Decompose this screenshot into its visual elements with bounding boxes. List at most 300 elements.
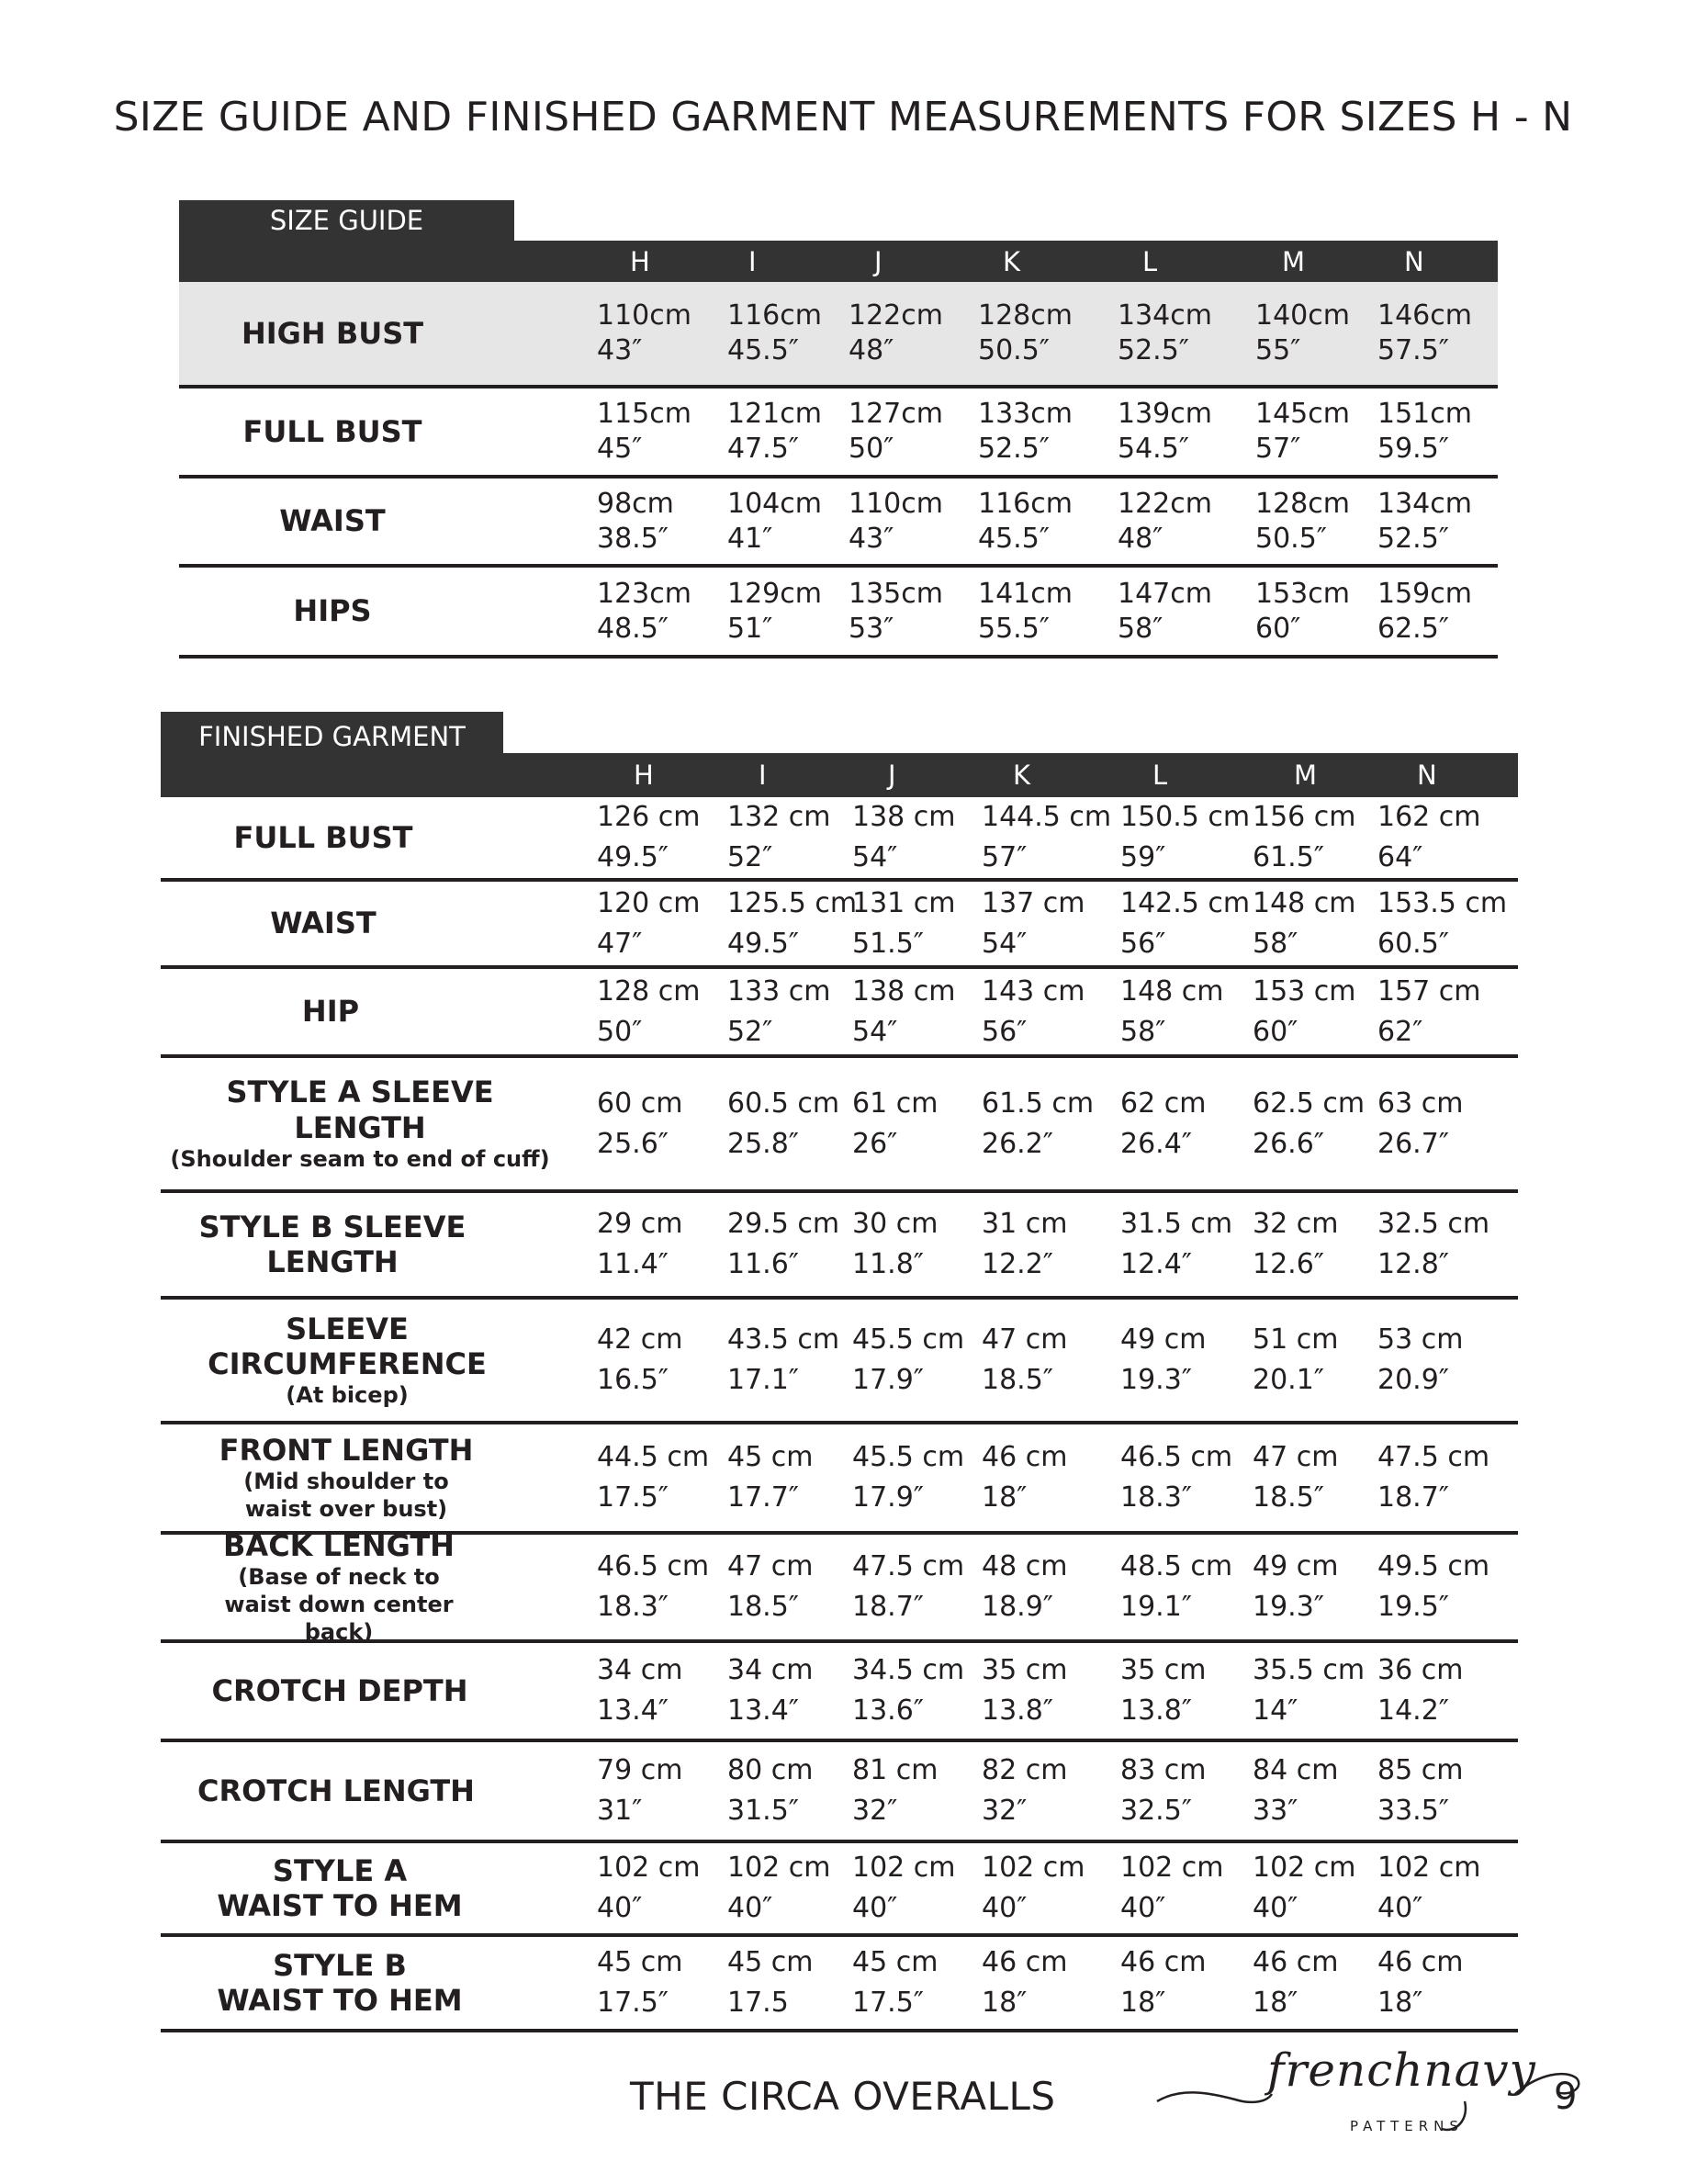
cm-value: 128cm <box>1255 488 1350 520</box>
measurement-cell <box>1120 1754 1207 1827</box>
measurement-cell <box>597 299 691 366</box>
measurement-cell <box>982 1854 1085 1922</box>
inch-value: 48.5″ <box>597 613 669 645</box>
inch-value: 18″ <box>1253 1987 1298 2019</box>
measurement-cell <box>1120 1550 1233 1623</box>
cm-value: 42 cm <box>597 1323 683 1356</box>
cm-value: 49.5 cm <box>1377 1550 1490 1582</box>
row-label: HIPS <box>293 593 372 629</box>
measurement-cell <box>849 400 943 463</box>
measurement-cell <box>597 1323 683 1396</box>
inch-value: 13.4″ <box>597 1694 669 1727</box>
cm-value: 98cm <box>597 488 674 520</box>
cm-value: 123cm <box>597 578 691 610</box>
inch-value: 55″ <box>1255 334 1301 366</box>
measurement-cell <box>1120 1087 1207 1160</box>
cm-value: 32.5 cm <box>1377 1208 1490 1240</box>
measurement-cell <box>597 801 701 873</box>
cm-value: 132 cm <box>727 801 831 833</box>
cm-value: 116cm <box>727 299 822 332</box>
inch-value: 31″ <box>597 1795 643 1827</box>
inch-value: 61.5″ <box>1253 841 1325 873</box>
inch-value: 40″ <box>1253 1892 1298 1924</box>
measurement-cell <box>982 1946 1068 2019</box>
inch-value: 20.1″ <box>1253 1364 1325 1396</box>
cm-value: 139cm <box>1118 398 1212 430</box>
measurement-cell <box>1253 887 1356 960</box>
cm-value: 122cm <box>1118 488 1212 520</box>
measurement-cell <box>727 1441 814 1514</box>
table-row <box>161 1300 1518 1424</box>
measurement-cell <box>852 1550 965 1623</box>
measurement-cell <box>1253 1754 1339 1827</box>
row-label: FULL BUST <box>242 413 422 449</box>
inch-value: 18″ <box>1120 1987 1166 2019</box>
size-column-header: K <box>1003 245 1021 277</box>
table-row <box>161 1742 1518 1843</box>
measurement-cell <box>982 1754 1068 1827</box>
measurement-cell <box>1120 1210 1232 1278</box>
measurement-cell <box>597 490 674 553</box>
size-guide-label: SIZE GUIDE <box>179 200 514 241</box>
cm-value: 31.5 cm <box>1120 1208 1233 1240</box>
cm-value: 126 cm <box>597 801 701 833</box>
inch-value: 60″ <box>1255 613 1301 645</box>
measurement-cell <box>1253 1087 1366 1160</box>
cm-value: 157 cm <box>1377 975 1481 1008</box>
measurement-cell <box>727 801 831 873</box>
inch-value: 26″ <box>852 1128 898 1160</box>
measurement-cell <box>1377 887 1508 960</box>
inch-value: 17.9″ <box>852 1364 925 1396</box>
table-row <box>161 1424 1518 1535</box>
inch-value: 47.5″ <box>727 433 800 465</box>
measurement-cell <box>727 975 831 1048</box>
cm-value: 35 cm <box>982 1654 1068 1686</box>
measurement-cell <box>1253 1654 1366 1727</box>
inch-value: 17.1″ <box>727 1364 800 1396</box>
cm-value: 110cm <box>849 488 943 520</box>
inch-value: 49.5″ <box>727 928 800 960</box>
inch-value: 57.5″ <box>1377 334 1450 366</box>
inch-value: 18.7″ <box>852 1591 925 1623</box>
inch-value: 56″ <box>1120 928 1166 960</box>
inch-value: 43″ <box>849 523 894 555</box>
cm-value: 127cm <box>849 398 943 430</box>
size-column-header: I <box>748 245 757 277</box>
cm-value: 45 cm <box>852 1946 939 1978</box>
measurement-cell <box>597 1654 683 1727</box>
cm-value: 120 cm <box>597 887 701 919</box>
measurement-cell <box>978 400 1073 463</box>
cm-value: 102 cm <box>1377 1852 1481 1884</box>
inch-value: 26.6″ <box>1253 1128 1325 1160</box>
measurement-cell <box>1377 490 1472 553</box>
inch-value: 53″ <box>849 613 894 645</box>
measurement-cell <box>597 887 701 960</box>
cm-value: 134cm <box>1118 299 1212 332</box>
cm-value: 60.5 cm <box>727 1087 840 1120</box>
table-row <box>161 1527 1518 1646</box>
cm-value: 144.5 cm <box>982 801 1112 833</box>
measurement-cell <box>849 490 943 553</box>
measurement-cell <box>1118 299 1212 366</box>
cm-value: 153.5 cm <box>1377 887 1508 919</box>
size-column-header: L <box>1152 760 1168 791</box>
cm-value: 31 cm <box>982 1208 1068 1240</box>
inch-value: 51″ <box>727 613 773 645</box>
inch-value: 26.2″ <box>982 1128 1054 1160</box>
table-row <box>161 1643 1518 1742</box>
measurement-cell <box>727 1654 814 1727</box>
inch-value: 64″ <box>1377 841 1423 873</box>
row-label: STYLE A WAIST TO HEM <box>217 1852 463 1923</box>
inch-value: 13.8″ <box>1120 1694 1193 1727</box>
measurement-cell <box>597 580 691 643</box>
cm-value: 49 cm <box>1253 1550 1339 1582</box>
cm-value: 46.5 cm <box>1120 1441 1233 1473</box>
measurement-cell <box>1120 1946 1207 2019</box>
cm-value: 45 cm <box>597 1946 683 1978</box>
cm-value: 48 cm <box>982 1550 1068 1582</box>
measurement-cell <box>1377 1087 1464 1160</box>
cm-value: 147cm <box>1118 578 1212 610</box>
measurement-cell <box>727 1323 840 1396</box>
cm-value: 62.5 cm <box>1253 1087 1366 1120</box>
cm-value: 137 cm <box>982 887 1085 919</box>
cm-value: 34 cm <box>597 1654 683 1686</box>
measurement-cell <box>982 1087 1095 1160</box>
measurement-cell <box>727 580 822 643</box>
cm-value: 102 cm <box>982 1852 1085 1884</box>
cm-value: 46 cm <box>982 1946 1068 1978</box>
size-column-header: H <box>630 245 650 277</box>
brand-logo-subtext: PATTERNS <box>1350 2118 1464 2134</box>
inch-value: 19.3″ <box>1120 1364 1193 1396</box>
cm-value: 150.5 cm <box>1120 801 1251 833</box>
measurement-cell <box>1377 580 1472 643</box>
inch-value: 59.5″ <box>1377 433 1450 465</box>
inch-value: 62″ <box>1377 1016 1423 1048</box>
inch-value: 50″ <box>849 433 894 465</box>
measurement-cell <box>1377 1654 1464 1727</box>
cm-value: 81 cm <box>852 1754 939 1786</box>
measurement-cell <box>597 975 701 1048</box>
row-label: BACK LENGTH (Base of neck to waist down center back) <box>146 1535 532 1639</box>
measurement-cell <box>1253 1210 1338 1278</box>
cm-value: 102 cm <box>1120 1852 1224 1884</box>
measurement-cell <box>982 887 1085 960</box>
size-guide-header <box>179 241 1498 282</box>
table-row <box>179 388 1498 478</box>
cm-value: 156 cm <box>1253 801 1356 833</box>
inch-value: 14.2″ <box>1377 1694 1450 1727</box>
measurement-cell <box>1120 975 1224 1048</box>
size-column-header: N <box>1404 245 1424 277</box>
size-column-header: M <box>1294 760 1318 791</box>
row-label: FULL BUST <box>233 819 413 855</box>
cm-value: 140cm <box>1255 299 1350 332</box>
cm-value: 49 cm <box>1120 1323 1207 1356</box>
inch-value: 54″ <box>982 928 1028 960</box>
measurement-cell <box>1377 801 1481 873</box>
inch-value: 52.5″ <box>1118 334 1190 366</box>
cm-value: 47 cm <box>727 1550 814 1582</box>
measurement-cell <box>727 400 822 463</box>
inch-value: 17.5 <box>727 1987 789 2019</box>
cm-value: 141cm <box>978 578 1073 610</box>
inch-value: 12.2″ <box>982 1248 1054 1280</box>
cm-value: 32 cm <box>1253 1208 1339 1240</box>
inch-value: 17.5″ <box>597 1987 669 2019</box>
cm-value: 46 cm <box>1120 1946 1207 1978</box>
cm-value: 83 cm <box>1120 1754 1207 1786</box>
cm-value: 159cm <box>1377 578 1472 610</box>
inch-value: 49.5″ <box>597 841 669 873</box>
measurement-cell <box>1253 1323 1339 1396</box>
inch-value: 40″ <box>727 1892 773 1924</box>
measurement-cell <box>597 1550 710 1623</box>
inch-value: 51.5″ <box>852 928 925 960</box>
measurement-cell <box>727 1754 814 1827</box>
cm-value: 79 cm <box>597 1754 683 1786</box>
inch-value: 13.8″ <box>982 1694 1054 1727</box>
finished-garment-header <box>161 753 1518 797</box>
cm-value: 110cm <box>597 299 691 332</box>
measurement-cell <box>1253 801 1356 873</box>
cm-value: 143 cm <box>982 975 1085 1008</box>
cm-value: 35 cm <box>1120 1654 1207 1686</box>
measurement-cell <box>597 1087 683 1160</box>
cm-value: 80 cm <box>727 1754 814 1786</box>
table-row <box>161 882 1518 969</box>
finished-garment-label: FINISHED GARMENT <box>161 712 503 794</box>
row-sublabel: (At bicep) <box>286 1382 409 1409</box>
cm-value: 116cm <box>978 488 1073 520</box>
measurement-cell <box>849 299 943 366</box>
cm-value: 85 cm <box>1377 1754 1464 1786</box>
inch-value: 18.9″ <box>982 1591 1054 1623</box>
measurement-cell <box>727 1210 839 1278</box>
measurement-cell <box>1253 1550 1339 1623</box>
measurement-cell <box>1255 490 1350 553</box>
inch-value: 40″ <box>597 1892 643 1924</box>
table-row <box>179 478 1498 568</box>
cm-value: 162 cm <box>1377 801 1481 833</box>
row-sublabel: (Mid shoulder to waist over bust) <box>243 1469 449 1523</box>
row-label: STYLE B WAIST TO HEM <box>217 1947 463 2018</box>
inch-value: 19.5″ <box>1377 1591 1450 1623</box>
measurement-cell <box>982 975 1085 1048</box>
cm-value: 82 cm <box>982 1754 1068 1786</box>
inch-value: 52.5″ <box>978 433 1051 465</box>
cm-value: 47 cm <box>982 1323 1068 1356</box>
measurement-cell <box>597 1854 701 1922</box>
cm-value: 61 cm <box>852 1087 939 1120</box>
inch-value: 17.5″ <box>852 1987 925 2019</box>
inch-value: 48″ <box>849 334 894 366</box>
cm-value: 44.5 cm <box>597 1441 710 1473</box>
row-label: HIGH BUST <box>241 315 424 351</box>
measurement-cell <box>1377 1550 1490 1623</box>
inch-value: 18.3″ <box>1120 1481 1193 1514</box>
inch-value: 55.5″ <box>978 613 1051 645</box>
measurement-cell <box>1377 1946 1464 2019</box>
row-label: STYLE A SLEEVE LENGTH (Shoulder seam to end of cuff) <box>167 1058 553 1189</box>
cm-value: 151cm <box>1377 398 1472 430</box>
table-row <box>161 1843 1518 1937</box>
inch-value: 38.5″ <box>597 523 669 555</box>
inch-value: 40″ <box>852 1892 898 1924</box>
measurement-cell <box>852 975 956 1048</box>
cm-value: 29.5 cm <box>727 1208 840 1240</box>
row-label: HIP <box>301 994 360 1030</box>
inch-value: 60.5″ <box>1377 928 1450 960</box>
cm-value: 128cm <box>978 299 1073 332</box>
inch-value: 50.5″ <box>978 334 1051 366</box>
measurement-cell <box>978 580 1073 643</box>
inch-value: 33″ <box>1253 1795 1298 1827</box>
inch-value: 18.3″ <box>597 1591 669 1623</box>
measurement-cell <box>852 801 956 873</box>
inch-value: 40″ <box>1377 1892 1423 1924</box>
cm-value: 46 cm <box>982 1441 1068 1473</box>
row-label: WAIST <box>270 906 377 941</box>
measurement-cell <box>852 1854 956 1922</box>
cm-value: 84 cm <box>1253 1754 1339 1786</box>
cm-value: 61.5 cm <box>982 1087 1095 1120</box>
cm-value: 146cm <box>1377 299 1472 332</box>
measurement-cell <box>727 490 822 553</box>
inch-value: 17.7″ <box>727 1481 800 1514</box>
measurement-cell <box>1377 1210 1489 1278</box>
cm-value: 60 cm <box>597 1087 683 1120</box>
inch-value: 19.1″ <box>1120 1591 1193 1623</box>
cm-value: 36 cm <box>1377 1654 1464 1686</box>
measurement-cell <box>1120 1654 1207 1727</box>
cm-value: 46 cm <box>1377 1946 1464 1978</box>
measurement-cell <box>597 1210 682 1278</box>
inch-value: 17.9″ <box>852 1481 925 1514</box>
cm-value: 148 cm <box>1253 887 1356 919</box>
table-row <box>179 568 1498 659</box>
size-column-header: J <box>888 760 896 791</box>
inch-value: 52.5″ <box>1377 523 1450 555</box>
size-column-header: K <box>1013 760 1031 791</box>
size-column-header: M <box>1282 245 1306 277</box>
inch-value: 25.8″ <box>727 1128 800 1160</box>
cm-value: 121cm <box>727 398 822 430</box>
inch-value: 40″ <box>982 1892 1028 1924</box>
inch-value: 57″ <box>982 841 1028 873</box>
inch-value: 12.4″ <box>1120 1248 1193 1280</box>
measurement-cell <box>1118 400 1212 463</box>
measurement-cell <box>852 1210 938 1278</box>
cm-value: 148 cm <box>1120 975 1224 1008</box>
measurement-cell <box>982 1210 1067 1278</box>
inch-value: 31.5″ <box>727 1795 800 1827</box>
measurement-cell <box>978 490 1073 553</box>
inch-value: 32.5″ <box>1120 1795 1193 1827</box>
footer-title: THE CIRCA OVERALLS <box>630 2074 1056 2119</box>
size-column-header: L <box>1142 245 1158 277</box>
measurement-cell <box>1377 299 1472 366</box>
cm-value: 45 cm <box>727 1946 814 1978</box>
inch-value: 12.6″ <box>1253 1248 1325 1280</box>
inch-value: 17.5″ <box>597 1481 669 1514</box>
measurement-cell <box>597 1946 683 2019</box>
inch-value: 11.4″ <box>597 1248 669 1280</box>
cm-value: 34.5 cm <box>852 1654 965 1686</box>
table-row <box>179 282 1498 388</box>
measurement-cell <box>852 887 956 960</box>
cm-value: 145cm <box>1255 398 1350 430</box>
cm-value: 102 cm <box>1253 1852 1356 1884</box>
inch-value: 14″ <box>1253 1694 1298 1727</box>
inch-value: 48″ <box>1118 523 1163 555</box>
measurement-cell <box>982 1654 1068 1727</box>
inch-value: 18.5″ <box>982 1364 1054 1396</box>
cm-value: 115cm <box>597 398 691 430</box>
cm-value: 29 cm <box>597 1208 683 1240</box>
inch-value: 12.8″ <box>1377 1248 1450 1280</box>
measurement-cell <box>852 1087 939 1160</box>
inch-value: 52″ <box>727 841 773 873</box>
measurement-cell <box>1118 490 1212 553</box>
size-column-header: J <box>874 245 882 277</box>
table-row <box>161 1193 1518 1300</box>
measurement-cell <box>727 1854 831 1922</box>
measurement-cell <box>982 1323 1068 1396</box>
inch-value: 16.5″ <box>597 1364 669 1396</box>
measurement-cell <box>727 1946 814 2019</box>
inch-value: 58″ <box>1253 928 1298 960</box>
inch-value: 56″ <box>982 1016 1028 1048</box>
inch-value: 45.5″ <box>727 334 800 366</box>
cm-value: 102 cm <box>852 1852 956 1884</box>
measurement-cell <box>1118 580 1212 643</box>
cm-value: 47 cm <box>1253 1441 1339 1473</box>
inch-value: 18.7″ <box>1377 1481 1450 1514</box>
measurement-cell <box>849 580 943 643</box>
cm-value: 129cm <box>727 578 822 610</box>
cm-value: 63 cm <box>1377 1087 1464 1120</box>
inch-value: 52″ <box>727 1016 773 1048</box>
cm-value: 47.5 cm <box>1377 1441 1490 1473</box>
inch-value: 59″ <box>1120 841 1166 873</box>
inch-value: 18″ <box>982 1481 1028 1514</box>
measurement-cell <box>1377 1854 1481 1922</box>
cm-value: 135cm <box>849 578 943 610</box>
measurement-cell <box>1120 1323 1207 1396</box>
cm-value: 104cm <box>727 488 822 520</box>
inch-value: 11.6″ <box>727 1248 800 1280</box>
inch-value: 50.5″ <box>1255 523 1328 555</box>
cm-value: 47.5 cm <box>852 1550 965 1582</box>
measurement-cell <box>1120 887 1251 960</box>
measurement-cell <box>727 887 858 960</box>
inch-value: 58″ <box>1120 1016 1166 1048</box>
cm-value: 43.5 cm <box>727 1323 840 1356</box>
size-column-header: I <box>759 760 767 791</box>
cm-value: 142.5 cm <box>1120 887 1251 919</box>
inch-value: 60″ <box>1253 1016 1298 1048</box>
inch-value: 18″ <box>982 1987 1028 2019</box>
cm-value: 138 cm <box>852 801 956 833</box>
measurement-cell <box>1377 1754 1464 1827</box>
measurement-cell <box>727 1550 814 1623</box>
measurement-cell <box>852 1754 939 1827</box>
